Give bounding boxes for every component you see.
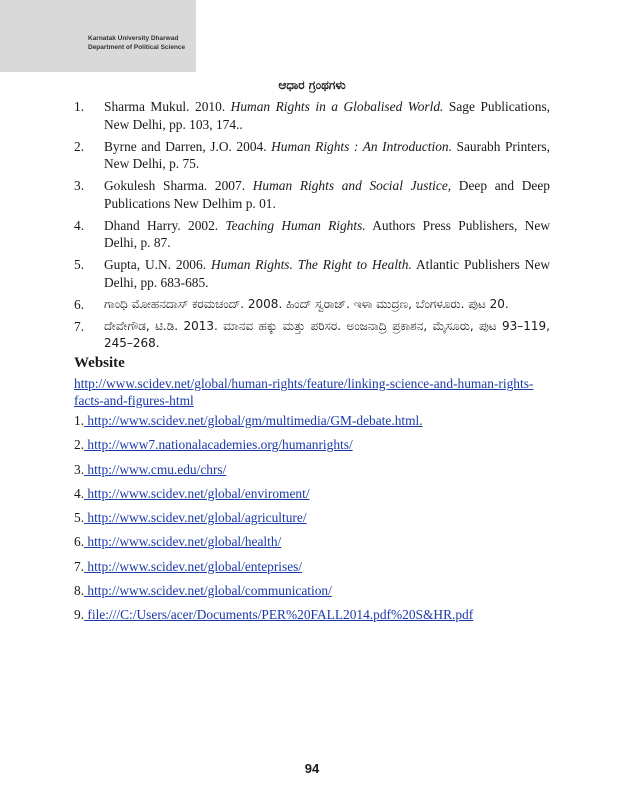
reference-number: 6. <box>74 296 85 312</box>
reference-text: Dhand Harry. 2002. Teaching Human Rights. Authors Press Publishers, New Delhi, p. 87. <box>104 217 550 250</box>
reference-item <box>74 98 550 133</box>
reference-item <box>74 138 550 173</box>
reference-text: Sharma Mukul. 2010. Human Rights in a Globalised World. Sage Publications, New Delhi, pp. 103, 174.. <box>104 99 550 132</box>
reference-number: 1. <box>74 99 85 114</box>
link-number: 6. <box>74 534 85 550</box>
reference-number: 2. <box>74 138 85 154</box>
website-link-item <box>74 485 574 509</box>
reference-item <box>74 256 550 291</box>
references-title: ಆಧಾರ ಗ್ರಂಥಗಳು <box>278 78 346 92</box>
reference-number: 7. <box>74 318 85 334</box>
reference-text: Gokulesh Sharma. 2007. Human Rights and Social Justice, Deep and Deep Publications New Delhim p. 01. <box>104 178 550 211</box>
reference-item <box>74 177 550 212</box>
website-link-item <box>74 436 574 460</box>
reference-book-title: Human Rights and Social Justice, <box>252 178 452 193</box>
link-number: 3. <box>74 461 85 477</box>
website-link[interactable]: http://www.scidev.net/global/enteprises/ <box>84 558 303 574</box>
website-heading: Website <box>74 355 125 371</box>
website-link[interactable]: http://www7.nationalacademies.org/humanrights/ <box>84 437 353 453</box>
link-number: 8. <box>74 583 85 599</box>
website-link[interactable]: http://www.scidev.net/global/health/ <box>84 534 282 550</box>
website-link-item <box>74 412 574 436</box>
website-link[interactable]: http://www.scidev.net/global/gm/multimedia/GM-debate.html. <box>84 413 423 428</box>
reference-number: 4. <box>74 217 85 233</box>
link-number: 7. <box>74 558 85 574</box>
reference-number: 3. <box>74 178 85 193</box>
website-link-item <box>74 582 574 606</box>
website-link-item <box>74 509 574 533</box>
website-link-item <box>74 606 574 630</box>
link-number: 5. <box>74 510 85 526</box>
page-number: 94 <box>304 761 320 776</box>
department-name: Department of Political Science <box>88 44 186 51</box>
reference-item <box>74 296 550 314</box>
reference-item <box>74 318 550 353</box>
link-number: 2. <box>74 437 85 453</box>
website-link-item <box>74 533 574 557</box>
reference-text: Gupta, U.N. 2006. Human Rights. The Right to Health. Atlantic Publishers New Delhi, pp. 683-685. <box>104 257 551 290</box>
references-list <box>74 98 550 357</box>
website-link[interactable]: http://www.scidev.net/global/agriculture/ <box>84 510 307 526</box>
reference-item <box>74 217 550 252</box>
website-main-link[interactable]: http://www.scidev.net/global/human-rights/feature/linking-science-and-human-rights-facts-and-figures-html <box>74 376 534 408</box>
website-link[interactable]: file:///C:/Users/acer/Documents/PER%20FALL2014.pdf%20S&HR.pdf <box>84 607 474 623</box>
reference-text: ಗಾಂಧಿ ಮೋಹನದಾಸ್ ಕರಮಚಂದ್. 2008. ಹಿಂದ್ ಸ್ವರಾಜ್. ಇಳಾ ಮುದ್ರಣ, ಬೆಂಗಳೂರು. ಪುಟ 20. <box>104 296 509 311</box>
website-links-list <box>74 412 574 631</box>
reference-book-title: Human Rights in a Globalised World. <box>230 99 444 114</box>
reference-text: ದೇವೇಗೌಡ, ಟಿ.ಡಿ. 2013. ಮಾನವ ಹಕ್ಕು ಮತ್ತು ಪರಿಸರ. ಅಂಜನಾದ್ರಿ ಪ್ರಕಾಶನ, ಮೈಸೂರು, ಪುಟ 93–119, 245–268. <box>104 318 550 350</box>
website-link-item <box>74 558 574 582</box>
reference-book-title: Teaching Human Rights. <box>225 217 366 233</box>
reference-book-title: Human Rights : An Introduction. <box>271 138 452 154</box>
website-link[interactable]: http://www.scidev.net/global/communication/ <box>84 583 332 599</box>
reference-number: 5. <box>74 257 85 272</box>
website-link-item <box>74 461 574 485</box>
website-link[interactable]: http://www.cmu.edu/chrs/ <box>84 461 227 477</box>
link-number: 1. <box>74 413 85 428</box>
link-number: 9. <box>74 607 85 623</box>
website-link[interactable]: http://www.scidev.net/global/enviroment/ <box>84 485 310 501</box>
university-name: Karnatak University Dharwad <box>88 35 179 42</box>
link-number: 4. <box>74 485 85 501</box>
reference-text: Byrne and Darren, J.O. 2004. Human Rights : An Introduction. Saurabh Printers, New Delhi, p. 75. <box>104 138 550 171</box>
header-text <box>88 34 185 52</box>
reference-book-title: Human Rights. The Right to Health. <box>210 257 412 272</box>
